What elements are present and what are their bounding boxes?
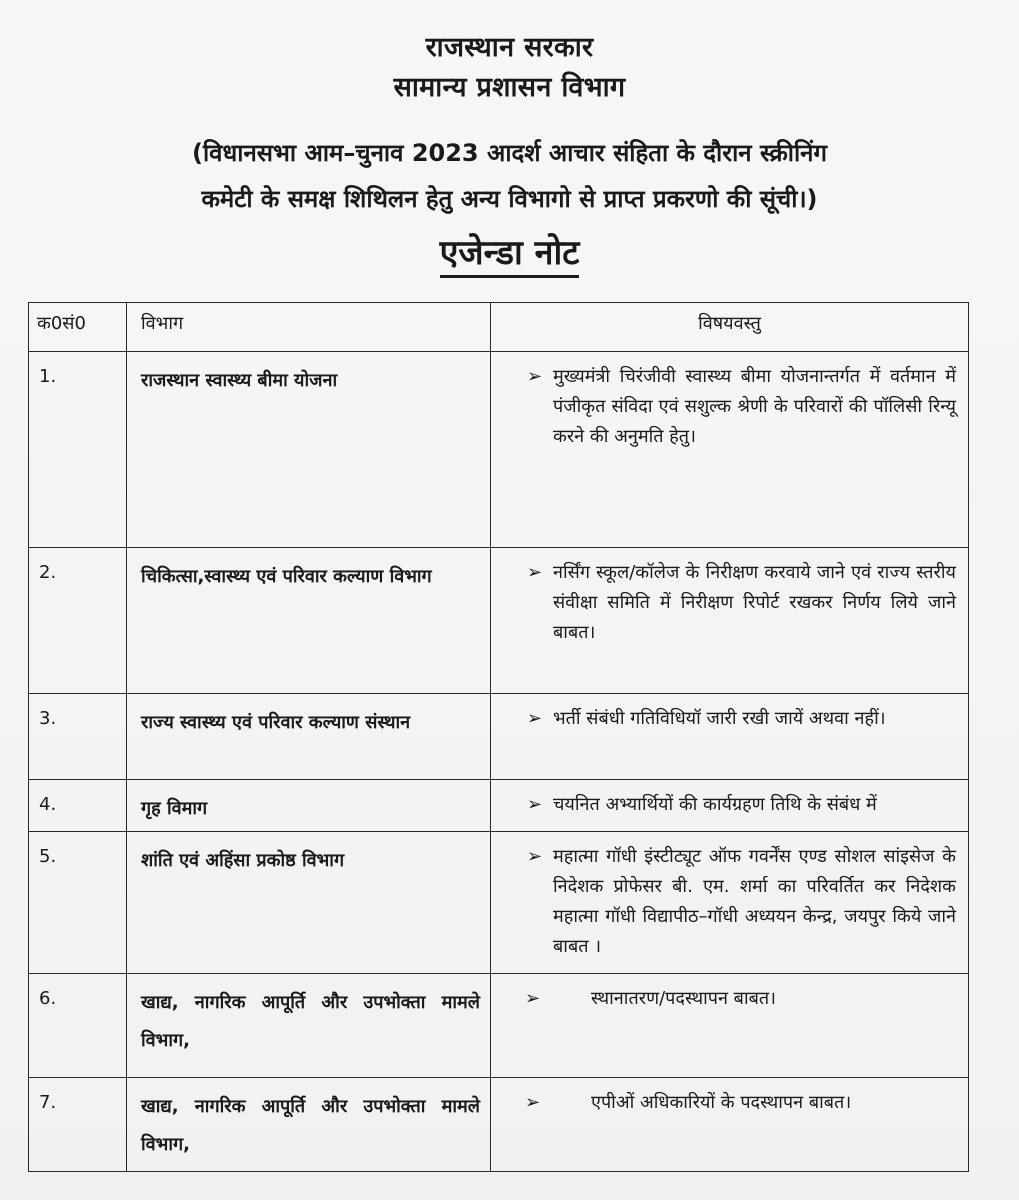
arrow-bullet-icon: ➢ [527,366,543,387]
subject-text: महात्मा गॉधी इंस्टीट्यूट ऑफ गवर्नेंस एण्ड सोशल सांइसेज के निदेशक प्रोफेसर बी. एम. शर्मा का परिवर्तित कर निदेशक महात्मा गॉधी विद्यापीठ–गॉधी अध्ययन केन्द्र, जयपुर किये जाने बाबत । [553,846,956,957]
serial-number: 3. [29,694,127,780]
table-header-row [29,303,969,352]
department-name: सामान्य प्रशासन विभाग [393,72,626,103]
letterhead [0,0,1019,108]
agenda-title [0,228,1019,274]
subject-cell [491,832,969,974]
department-name: शांति एवं अहिंसा प्रकोष्ठ विभाग [127,832,491,974]
serial-number: 7. [29,1078,127,1172]
subject-cell [491,694,969,780]
subject-text: मुख्यमंत्री चिरंजीवी स्वास्थ्य बीमा योजनान्तर्गत में वर्तमान में पंजीकृत संविदा एवं सशुल्क श्रेणी के परिवारों की पॉलिसी रिन्यू करने की अनुमति हेतु। [553,366,956,447]
subject-line-2: कमेटी के समक्ष शिथिलन हेतु अन्य विभागो से प्राप्त प्रकरणो की सूंची।) [201,185,818,213]
government-name: राजस्थान सरकार [425,32,594,63]
subject-cell [491,780,969,832]
subject-line-1: (विधानसभा आम–चुनाव 2023 आदर्श आचार संहिता के दौरान स्क्रीनिंग [191,139,828,167]
department-name: खाद्य, नागरिक आपूर्ति और उपभोक्ता मामले विभाग, [127,974,491,1078]
subject-cell [491,352,969,548]
arrow-bullet-icon: ➢ [525,1092,541,1113]
header-serial-number: क0सं0 [29,303,127,352]
arrow-bullet-icon: ➢ [527,708,543,729]
arrow-bullet-icon: ➢ [525,988,541,1009]
table-row [29,1078,969,1172]
serial-number: 4. [29,780,127,832]
table-row [29,352,969,548]
serial-number: 5. [29,832,127,974]
department-name: गृह विमाग [127,780,491,832]
agenda-title-text: एजेन्डा नोट [440,233,580,278]
header-subject: विषयवस्तु [491,303,969,352]
serial-number: 2. [29,548,127,694]
table-row [29,548,969,694]
subject-cell [491,974,969,1078]
subject-cell [491,1078,969,1172]
arrow-bullet-icon: ➢ [527,846,543,867]
arrow-bullet-icon: ➢ [527,562,543,583]
table-row [29,694,969,780]
department-name: राज्य स्वास्थ्य एवं परिवार कल्याण संस्थान [127,694,491,780]
subject-text: नर्सिंग स्कूल/कॉलेज के निरीक्षण करवाये जाने एवं राज्य स्तरीय संवीक्षा समिति में निरीक्षण रिपोर्ट रखकर निर्णय लिये जाने बाबत। [553,562,956,643]
subject-text: भर्ती संबंधी गतिविधियॉ जारी रखी जायें अथवा नहीं। [553,708,886,729]
subject-heading [110,130,910,222]
table-row [29,780,969,832]
arrow-bullet-icon: ➢ [527,794,543,815]
header-department: विभाग [127,303,491,352]
serial-number: 6. [29,974,127,1078]
department-name: चिकित्सा,स्वास्थ्य एवं परिवार कल्याण विभाग [127,548,491,694]
subject-text: एपीओं अधिकारियों के पदस्थापन बाबत। [591,1092,852,1113]
subject-text: स्थानातरण/पदस्थापन बाबत। [591,988,776,1009]
department-name: राजस्थान स्वास्थ्य बीमा योजना [127,352,491,548]
department-name: खाद्य, नागरिक आपूर्ति और उपभोक्ता मामले विभाग, [127,1078,491,1172]
serial-number: 1. [29,352,127,548]
table-row [29,974,969,1078]
agenda-table [28,302,969,1172]
subject-cell [491,548,969,694]
subject-text: चयनित अभ्यार्थियों की कार्यग्रहण तिथि के संबंध में [553,794,877,815]
table-row [29,832,969,974]
